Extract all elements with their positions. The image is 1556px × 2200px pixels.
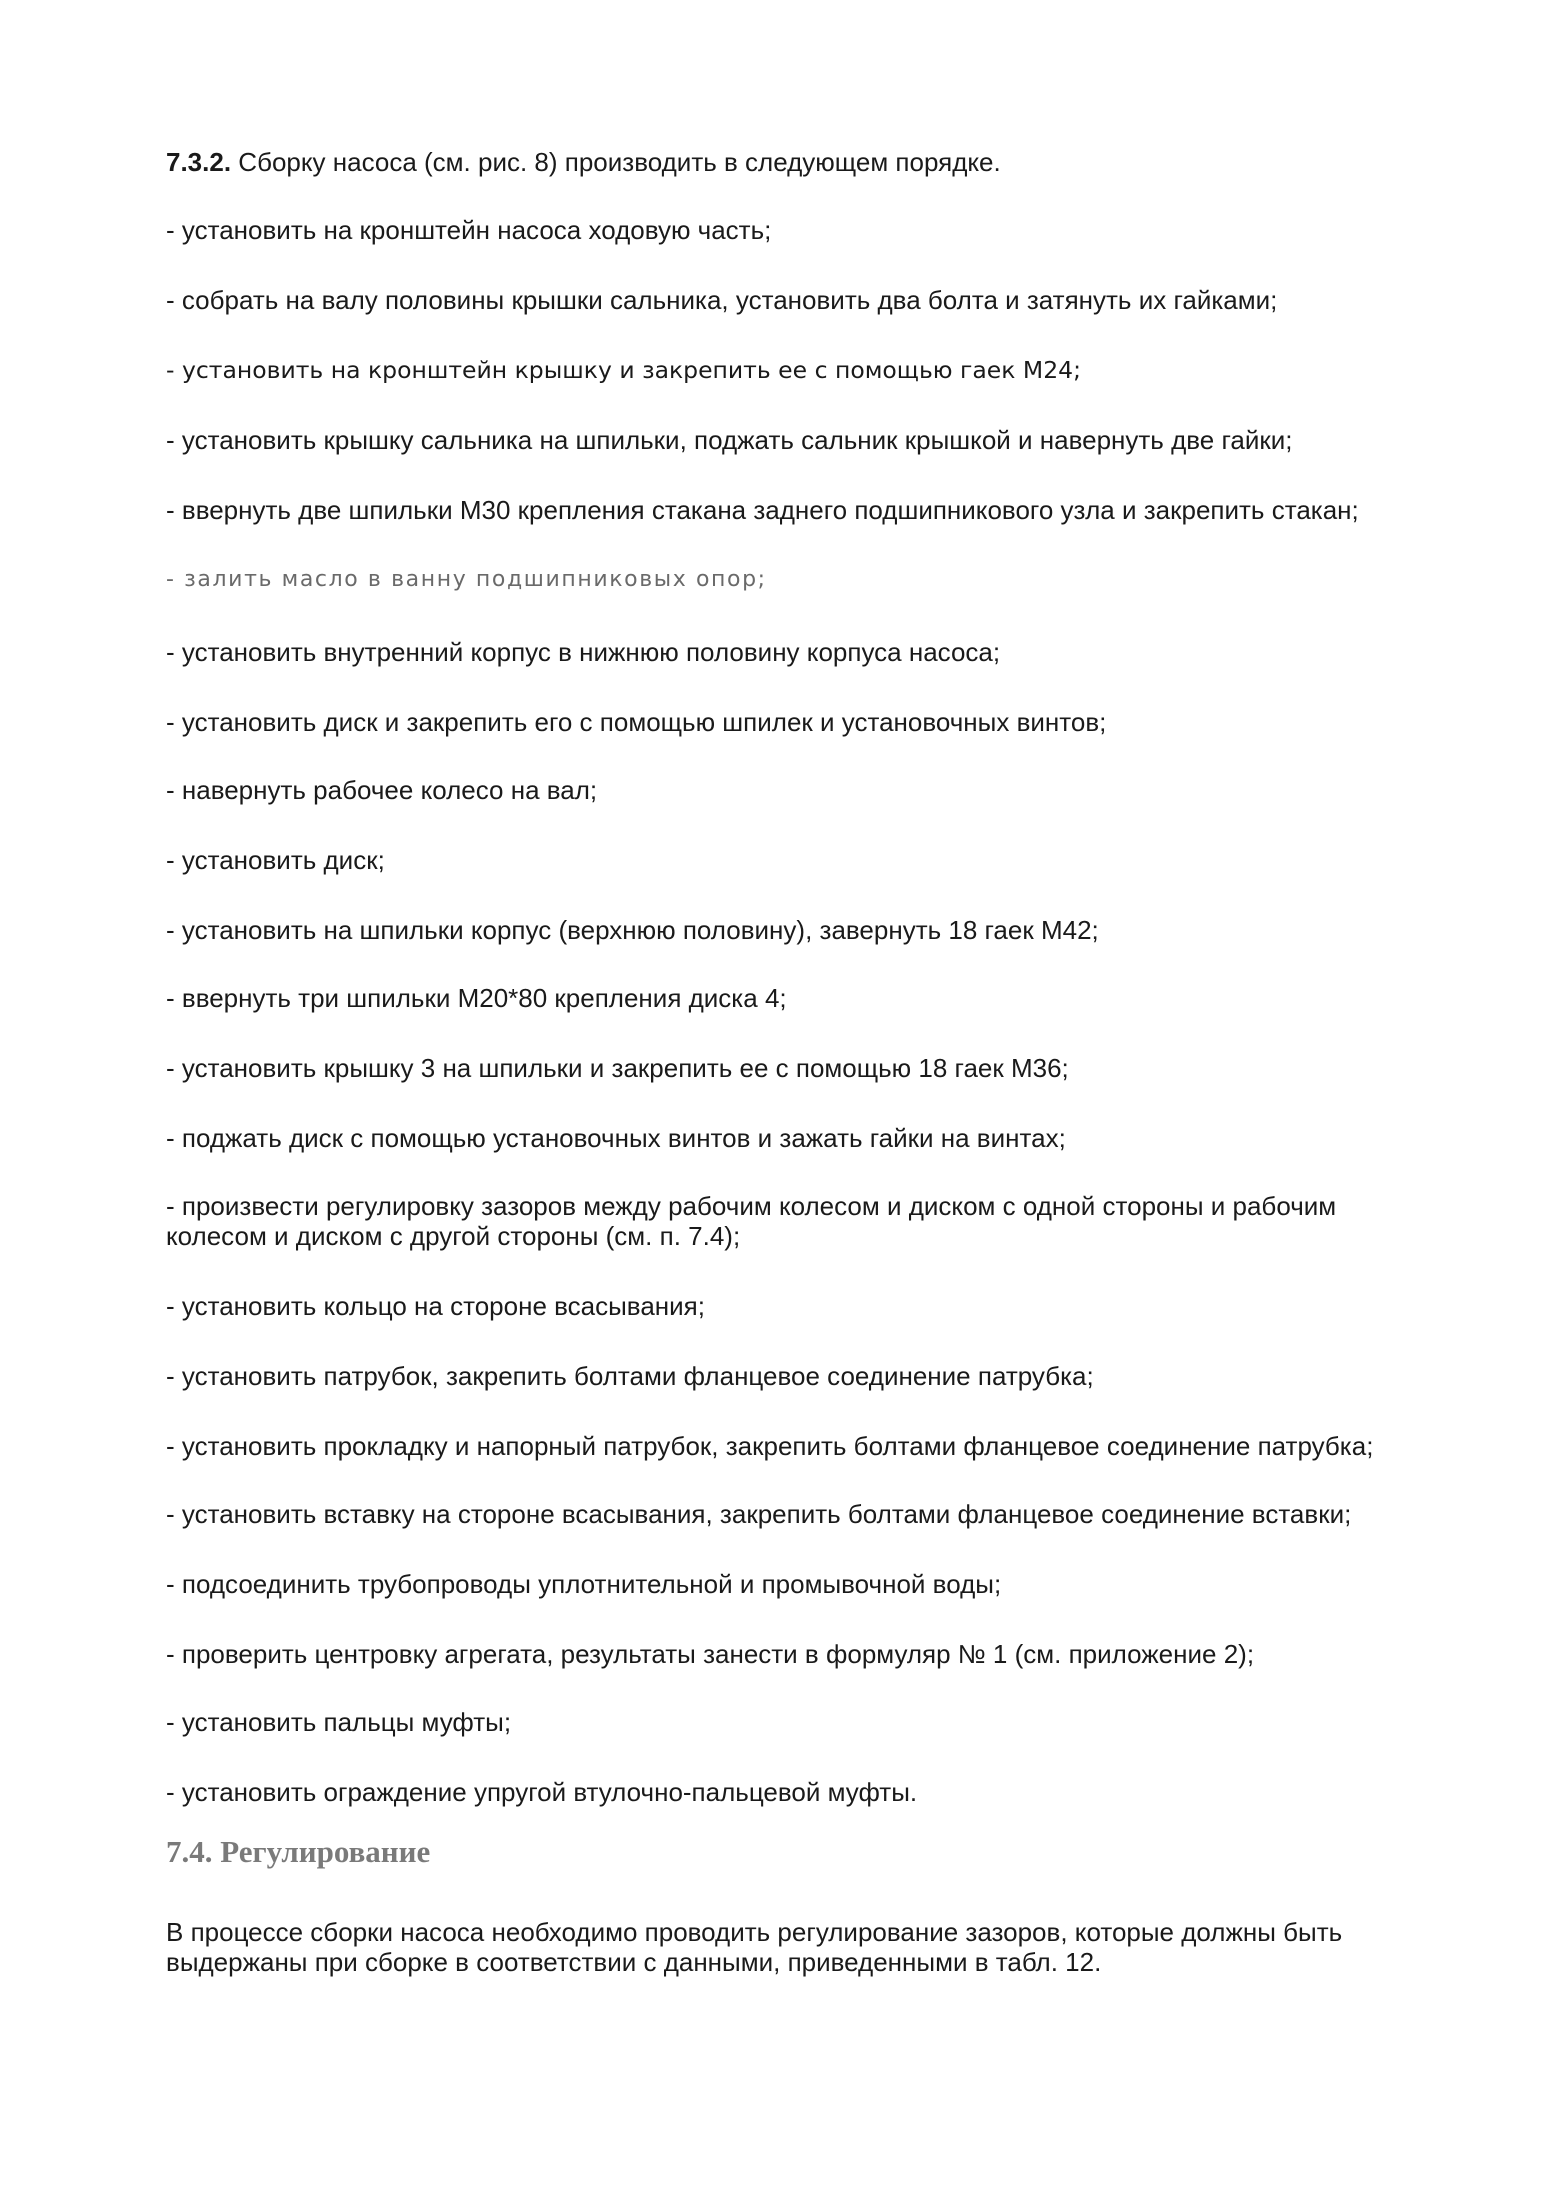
list-item: - установить на шпильки корпус (верхнюю половину), завернуть 18 гаек М42; [166,915,1099,945]
list-item: - поджать диск с помощью установочных винтов и зажать гайки на винтах; [166,1123,1066,1153]
list-item: - установить вставку на стороне всасывания, закрепить болтами фланцевое соединение вставки; [166,1499,1352,1529]
list-item: - установить прокладку и напорный патрубок, закрепить болтами фланцевое соединение патрубка; [166,1431,1374,1461]
list-item: - ввернуть три шпильки М20*80 крепления диска 4; [166,983,787,1013]
list-item: - установить диск; [166,845,385,875]
section-intro-text: Сборку насоса (см. рис. 8) производить в следующем порядке. [231,147,1001,177]
list-item: - проверить центровку агрегата, результаты занести в формуляр № 1 (см. приложение 2); [166,1639,1255,1669]
list-item: - установить крышку 3 на шпильки и закрепить ее с помощью 18 гаек М36; [166,1053,1069,1083]
list-item: - установить диск и закрепить его с помощью шпилек и установочных винтов; [166,707,1107,737]
list-item-continuation: колесом и диском с другой стороны (см. п. 7.4); [166,1221,741,1251]
list-item: - установить крышку сальника на шпильки, поджать сальник крышкой и навернуть две гайки; [166,425,1293,455]
section-number: 7.3.2. [166,147,232,177]
list-item: - установить пальцы муфты; [166,1707,512,1737]
list-item: - установить внутренний корпус в нижнюю половину корпуса насоса; [166,637,1001,667]
list-item: - установить патрубок, закрепить болтами фланцевое соединение патрубка; [166,1361,1094,1391]
list-item: - установить кольцо на стороне всасывания; [166,1291,705,1321]
list-item: - подсоединить трубопроводы уплотнительной и промывочной воды; [166,1569,1002,1599]
section-paragraph-line-1: В процессе сборки насоса необходимо проводить регулирование зазоров, которые должны быть [166,1917,1343,1947]
list-item: - ввернуть две шпильки М30 крепления стакана заднего подшипникового узла и закрепить стакан; [166,495,1359,525]
list-item: - установить ограждение упругой втулочно-пальцевой муфты. [166,1777,918,1807]
list-item: - навернуть рабочее колесо на вал; [166,775,598,805]
list-item: - собрать на валу половины крышки сальника, установить два болта и затянуть их гайками; [166,285,1278,315]
section-7-3-2-intro [166,147,1001,177]
section-paragraph-line-2: выдержаны при сборке в соответствии с данными, приведенными в табл. 12. [166,1947,1102,1977]
list-item: - залить масло в ванну подшипниковых опор; [166,567,767,592]
section-heading: 7.4. Регулирование [166,1834,431,1869]
list-item: - произвести регулировку зазоров между рабочим колесом и диском с одной стороны и рабочим [166,1191,1337,1221]
list-item: - установить на кронштейн насоса ходовую часть; [166,215,772,245]
list-item: - установить на кронштейн крышку и закрепить ее с помощью гаек М24; [166,356,1082,384]
